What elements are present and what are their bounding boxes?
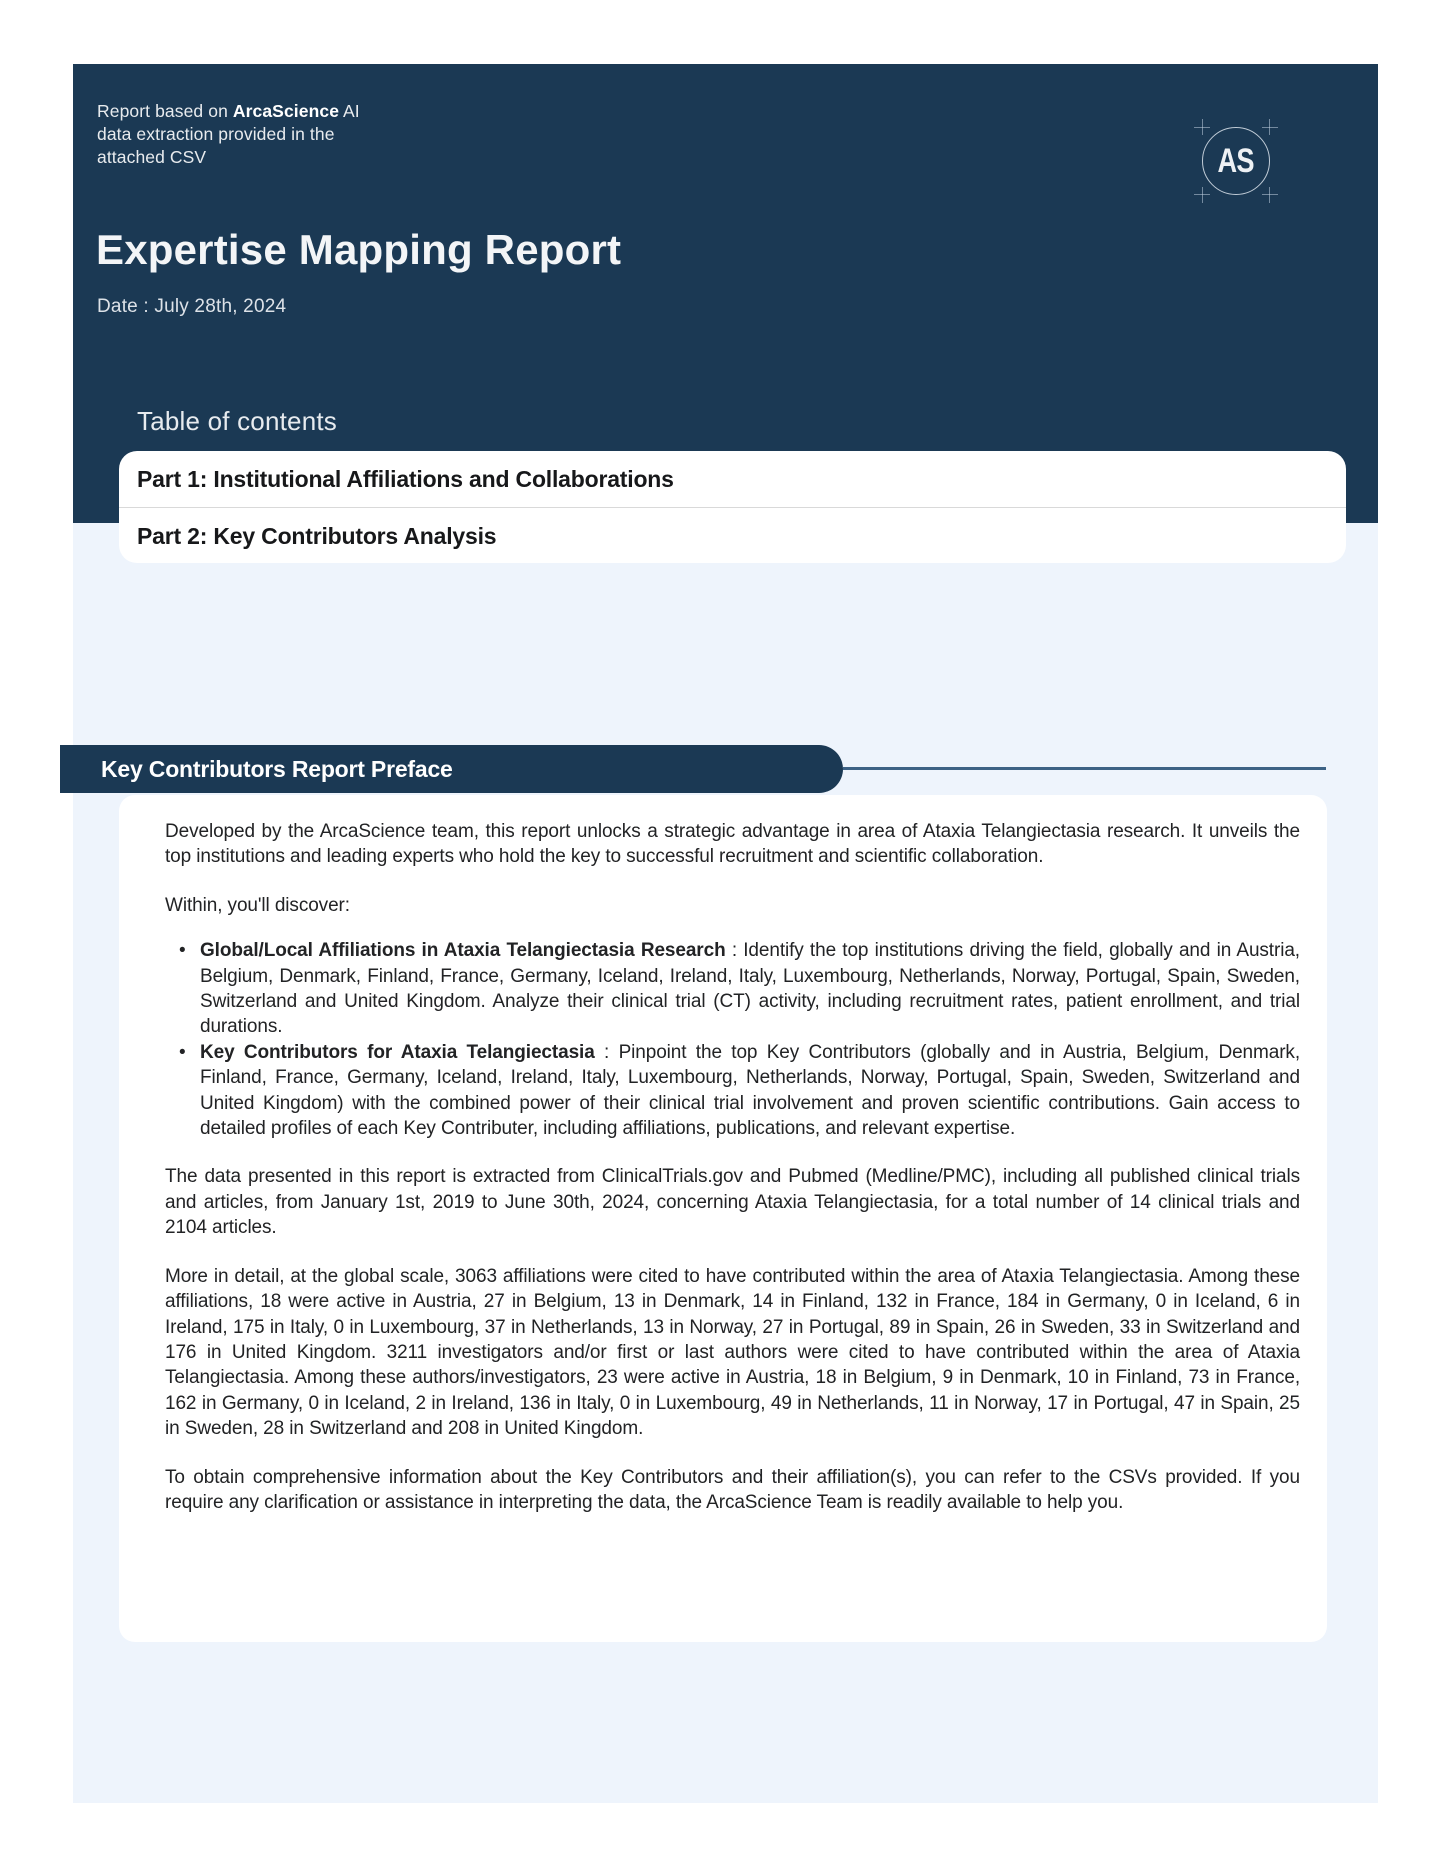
toc-item-label: Part 2: Key Contributors Analysis <box>137 522 497 549</box>
bullet-bold-lead: Global/Local Affiliations in Ataxia Telangiectasia Research <box>200 940 726 962</box>
crop-mark-icon <box>1202 119 1203 135</box>
toc-item-label: Part 1: Institutional Affiliations and Collaborations <box>137 465 674 492</box>
report-source-note-prefix: Report based on <box>97 101 233 121</box>
preface-section-banner <box>60 745 843 793</box>
preface-paragraph-data-sources: The data presented in this report is extracted from ClinicalTrials.gov and Pubmed (Medline/PMC), including all published clinical trials and articles, from January 1st, 2019 to June 30th, 2024, concerning Ataxia Telangiectasia, for a total number of 14 clinical trials and 2104 articles. <box>165 1166 1300 1239</box>
preface-paragraph-closing: To obtain comprehensive information about the Key Contributors and their affiliation(s), you can refer to the CSVs provided. If you require any clarification or assistance in interpreting the data, the ArcaScience Team is readily available to help you. <box>165 1466 1300 1513</box>
crop-mark-icon <box>1202 187 1203 203</box>
page-title: Expertise Mapping Report <box>96 226 622 273</box>
toc-item-part-1[interactable] <box>119 451 1346 507</box>
crop-mark-icon <box>1269 187 1270 203</box>
bullet-marker-icon: • <box>179 940 186 962</box>
bullet-bold-lead: Key Contributors for Ataxia Telangiectasia <box>200 1041 595 1063</box>
preface-bullet-list <box>165 938 1300 1141</box>
arcascience-logo <box>1202 127 1270 195</box>
preface-paragraph-detail-stats: More in detail, at the global scale, 3063 affiliations were cited to have contributed within the area of Ataxia Telangiectasia. Among these affiliations, 18 were active in Austria, 27 in Belgium, 13 in Denmark, 14 in Finland, 132 in France, 184 in Germany, 0 in Iceland, 6 in Ireland, 175 in Italy, 0 in Luxembourg, 37 in Netherlands, 13 in Norway, 27 in Portugal, 89 in Spain, 26 in Sweden, 33 in Switzerland and 176 in United Kingdom. 3211 investigators and/or first or last authors were cited to have contributed within the area of Ataxia Telangiectasia. Among these authors/investigators, 23 were active in Austria, 18 in Belgium, 9 in Denmark, 10 in Finland, 73 in France, 162 in Germany, 0 in Iceland, 2 in Ireland, 136 in Italy, 0 in Luxembourg, 49 in Netherlands, 11 in Norway, 17 in Portugal, 47 in Spain, 25 in Sweden, 28 in Switzerland and 208 in United Kingdom. <box>165 1265 1300 1440</box>
report-source-note <box>97 100 387 169</box>
crop-mark-icon <box>1262 194 1278 195</box>
banner-rule-line <box>843 767 1326 770</box>
preface-discover-label: Within, you'll discover: <box>165 894 350 916</box>
logo-circle-icon <box>1202 127 1270 195</box>
bullet-item-affiliations <box>165 938 1300 1040</box>
bullet-marker-icon: • <box>179 1041 186 1063</box>
brand-name: ArcaScience <box>232 101 340 121</box>
bullet-body-text: : Identify the top institutions driving the field, globally and in Austria, Belgium, Denmark, Finland, France, Germany, Iceland, Ireland, Italy, Luxembourg, Netherlands, Norway, Portugal, Spain, Sweden, Switzerland and United Kingdom. Analyze their clinical trial (CT) activity, including recruitment rates, patient enrollment, and trial durations. <box>200 940 1300 1038</box>
preface-section-title: Key Contributors Report Preface <box>101 755 453 782</box>
preface-card <box>119 795 1327 1642</box>
toc-item-part-2[interactable] <box>119 508 1346 563</box>
logo-monogram: AS <box>1217 141 1255 180</box>
crop-mark-icon <box>1262 127 1278 128</box>
report-date: Date : July 28th, 2024 <box>97 296 287 317</box>
crop-mark-icon <box>1269 119 1270 135</box>
bullet-item-key-contributors <box>165 1040 1300 1142</box>
preface-paragraph-intro: Developed by the ArcaScience team, this report unlocks a strategic advantage in area of Ataxia Telangiectasia research. It unveils the top institutions and leading experts who hold the key to successful recruitment and scientific collaboration. <box>165 821 1300 868</box>
toc-heading: Table of contents <box>137 406 337 436</box>
toc-card <box>119 451 1346 563</box>
report-source-note-suffix: AI data extraction provided in the attached CSV <box>97 101 360 167</box>
bullet-body-text: : Pinpoint the top Key Contributors (globally and in Austria, Belgium, Denmark, Finland, France, Germany, Iceland, Ireland, Italy, Luxembourg, Netherlands, Norway, Portugal, Spain, Sweden, Switzerland and United Kingdom) with the combined power of their clinical trial involvement and proven scientific contributions. Gain access to detailed profiles of each Key Contributer, including affiliations, publications, and relevant expertise. <box>200 1041 1301 1140</box>
